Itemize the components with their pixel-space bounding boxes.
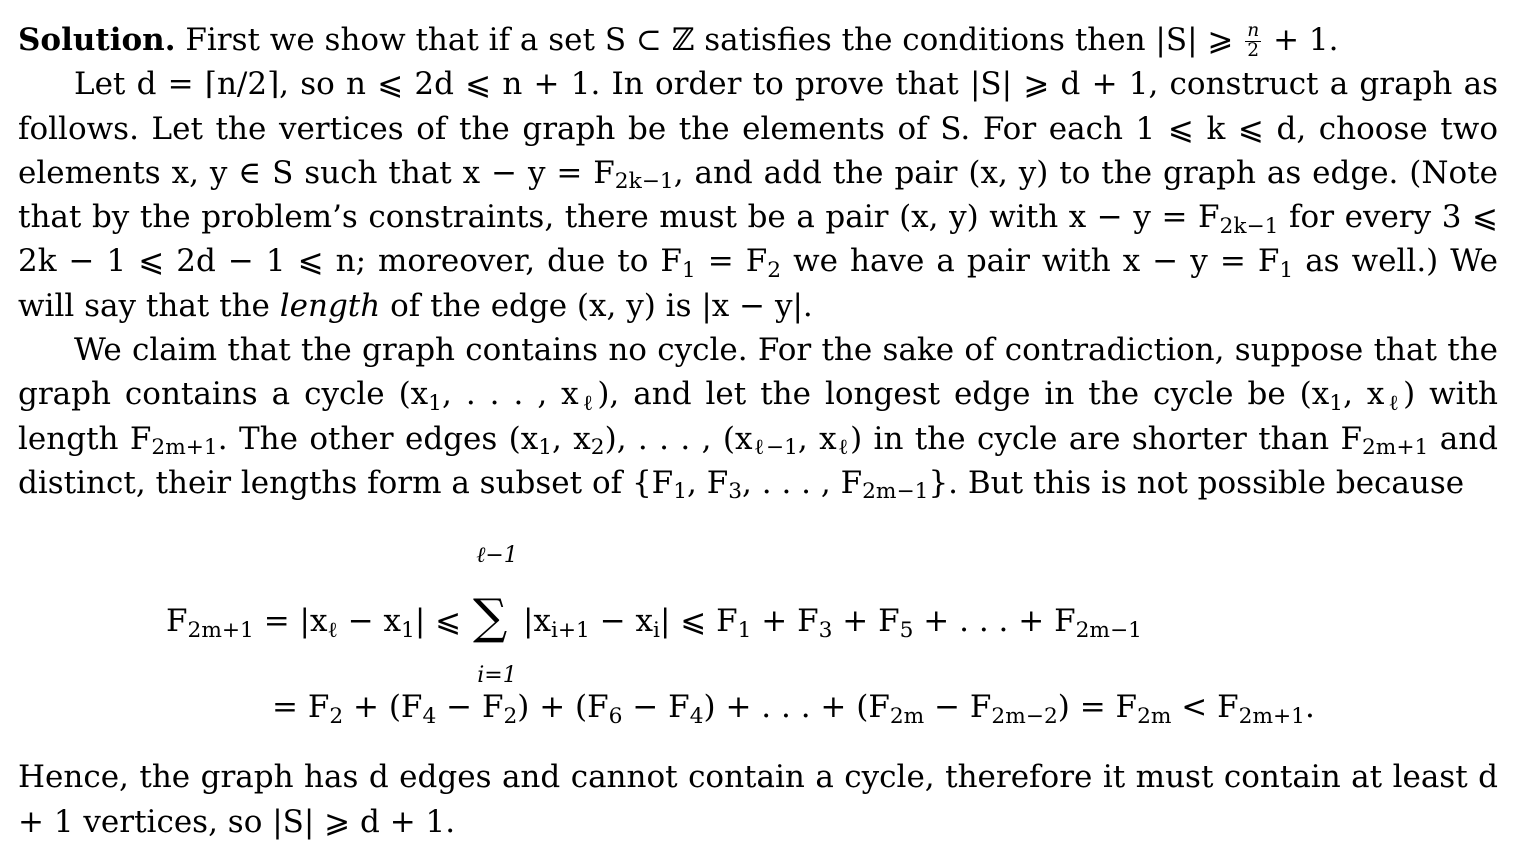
- sum-lower-limit: i=1: [477, 662, 517, 688]
- p2-sub-e: 2m+1: [151, 435, 218, 461]
- eq1-lhs-sub: 2m+1: [187, 617, 254, 643]
- p2-sub-g: 2: [590, 435, 605, 461]
- eq2-j: .: [1304, 689, 1315, 726]
- eq1-after-sub2: i: [653, 617, 660, 643]
- eq1-after-sub1: i+1: [550, 617, 590, 643]
- eq2-g-sub: 2m−2: [991, 703, 1058, 729]
- eq2-a: = F: [272, 689, 330, 726]
- p2-text-c: ), and let the longest edge in the cycle be (x: [597, 376, 1330, 413]
- sum-upper-limit: ℓ−1: [476, 542, 518, 568]
- display-equation: [18, 523, 1498, 751]
- p2-sub-i: ℓ: [836, 435, 851, 461]
- eq1-after6: + . . . + F: [913, 603, 1076, 640]
- p2-sub-f: 1: [538, 435, 553, 461]
- eq1-mid: = |x: [253, 603, 328, 640]
- solution-text: [18, 18, 1498, 844]
- eq1-mid2: − x: [337, 603, 402, 640]
- no-cycle-paragraph: [18, 328, 1498, 505]
- eq2-h-sub: 2m: [1137, 703, 1172, 729]
- sigma-icon: ∑: [473, 588, 508, 645]
- p1-sub-a: 2k−1: [614, 169, 674, 195]
- p1-text-a: Let d = ⌈n/2⌉, so n ⩽ 2d ⩽ n + 1. In order to prove that |S| ⩾ d + 1, construct a graph as follows. Let the vertices of the graph be the elements of S. For each 1 ⩽ k ⩽ d, choose two elements x, y ∈ S such that x − y = F: [18, 66, 1498, 191]
- eq1-after3: | ⩽ F: [659, 603, 738, 640]
- p2-text-h: ), . . . , (x: [604, 420, 753, 457]
- p2-sub-d: ℓ: [1384, 390, 1404, 416]
- summation: [471, 542, 523, 688]
- p1-sub-b: 2k−1: [1219, 213, 1279, 239]
- p1-sub-d: 2: [767, 257, 782, 283]
- p1-text-f: as well.) We will say that the: [18, 243, 1498, 324]
- p2-sub-h: ℓ−1: [752, 435, 798, 461]
- eq1-mid-sub2: 1: [401, 617, 415, 643]
- equation-line-2: [272, 685, 1315, 729]
- p1-text-c: for every 3 ⩽ 2k − 1 ⩽ 2d − 1 ⩽ n; moreover, due to F: [18, 199, 1498, 280]
- p2-sub-b: ℓ: [578, 390, 598, 416]
- fraction-denominator: 2: [1247, 40, 1260, 61]
- p2-sub-a: 1: [428, 390, 442, 416]
- p2-sub-j: 2m+1: [1362, 435, 1429, 461]
- solution-intro: [18, 18, 1498, 62]
- eq2-i: < F: [1171, 689, 1239, 726]
- p1-text-g: of the edge (x, y) is |x − y|.: [380, 287, 813, 324]
- p1-text-d: = F: [695, 243, 768, 280]
- eq2-d-sub: 6: [608, 703, 623, 729]
- intro-text: First we show that if a set S ⊂ ℤ satisfies the conditions then |S| ⩾: [185, 22, 1234, 58]
- eq1-after2: − x: [589, 603, 654, 640]
- eq2-a-sub: 2: [329, 703, 344, 729]
- eq2-g: − F: [924, 689, 992, 726]
- p2-sub-k: 1: [673, 479, 688, 505]
- eq2-i-sub: 2m+1: [1238, 703, 1305, 729]
- solution-heading: Solution.: [18, 22, 176, 58]
- p1-text-b: , and add the pair (x, y) to the graph as edge. (Note that by the problem’s constraints, there must be a pair (x, y) with x − y = F: [18, 154, 1498, 236]
- eq1-after-sub5: 5: [899, 617, 914, 643]
- eq1-after-sub4: 3: [818, 617, 833, 643]
- p2-text-i: , x: [797, 420, 837, 457]
- p2-text-d: , x: [1343, 376, 1385, 413]
- eq1-after5: + F: [832, 603, 900, 640]
- p2-text-m: , . . . , F: [742, 464, 863, 501]
- p2-sub-c: 1: [1329, 390, 1344, 416]
- eq1-after4: + F: [751, 603, 819, 640]
- p1-text-e: we have a pair with x − y = F: [781, 243, 1280, 280]
- p2-sub-l: 3: [728, 479, 743, 505]
- p2-text-e: ) with length F: [18, 376, 1499, 457]
- eq2-f-sub: 2m: [889, 703, 925, 729]
- p2-text-b: , . . . , x: [441, 376, 579, 413]
- conclusion-paragraph: Hence, the graph has d edges and cannot contain a cycle, therefore it must contain at least d + 1 vertices, so |S| ⩾ d + 1.: [18, 759, 1498, 840]
- eq2-h: ) = F: [1057, 689, 1138, 726]
- p2-text-a: We claim that the graph contains no cycle. For the sake of contradiction, suppose that the graph contains a cycle (x: [18, 332, 1498, 413]
- eq2-f: ) + . . . + (F: [703, 689, 890, 726]
- p2-text-l: , F: [687, 464, 729, 501]
- p2-text-k: and distinct, their lengths form a subset of {F: [18, 420, 1499, 501]
- p1-sub-c: 1: [681, 257, 696, 283]
- eq1-lhs: F: [166, 603, 188, 640]
- eq2-b: + (F: [343, 689, 423, 726]
- eq2-c-sub: 2: [503, 703, 518, 729]
- p2-text-g: , x: [552, 420, 591, 457]
- equation-line-1: [166, 542, 1142, 688]
- eq1-mid3: | ⩽: [414, 603, 462, 640]
- eq2-c: − F: [436, 689, 504, 726]
- graph-construction-paragraph: [18, 62, 1498, 328]
- eq1-mid-sub1: ℓ: [327, 617, 338, 643]
- p2-text-n: }. But this is not possible because: [928, 464, 1465, 501]
- eq2-e: − F: [622, 689, 690, 726]
- p2-sub-m: 2m−1: [862, 479, 929, 505]
- eq1-after-sub6: 2m−1: [1075, 617, 1142, 643]
- eq2-b-sub: 4: [422, 703, 437, 729]
- intro-tail: + 1.: [1273, 22, 1339, 58]
- p2-text-j: ) in the cycle are shorter than F: [850, 420, 1362, 457]
- eq1-after-sum: |x: [523, 603, 551, 640]
- fraction-numerator: n: [1247, 20, 1260, 42]
- eq2-e-sub: 4: [689, 703, 704, 729]
- n-over-2-fraction: [1245, 22, 1261, 60]
- eq1-after-sub3: 1: [737, 617, 752, 643]
- length-term: length: [279, 287, 381, 324]
- eq2-d: ) + (F: [517, 689, 609, 726]
- p1-sub-e: 1: [1279, 257, 1294, 283]
- p2-text-f: . The other edges (x: [217, 420, 539, 457]
